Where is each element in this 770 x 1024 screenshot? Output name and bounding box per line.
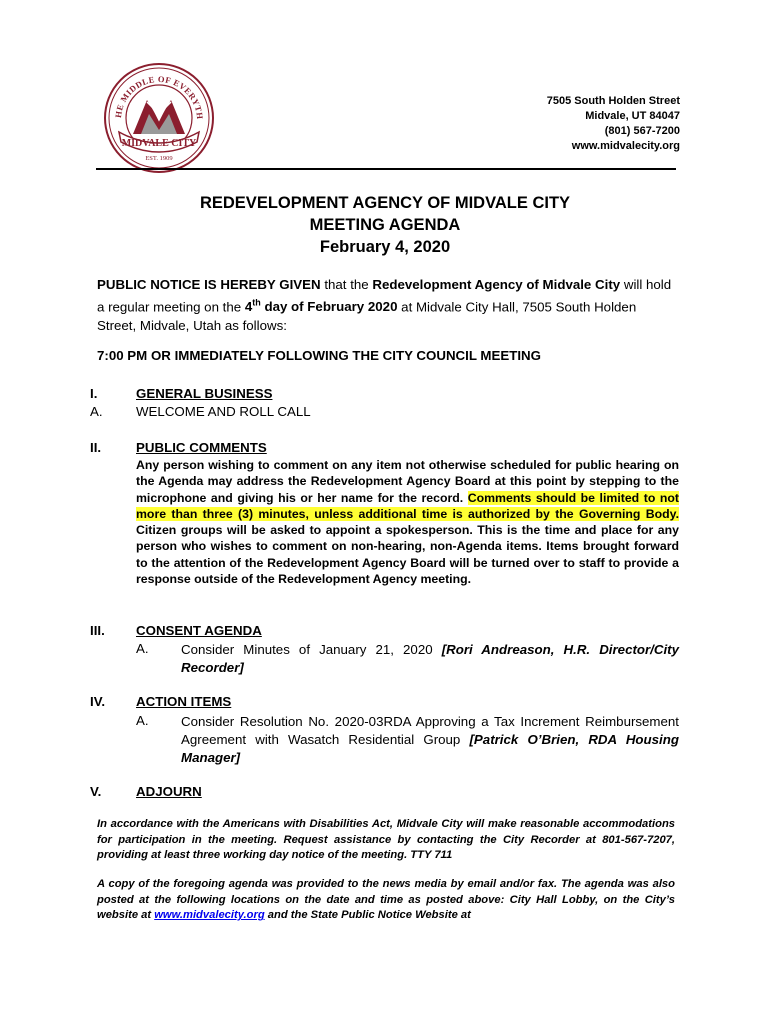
ada-notice: In accordance with the Americans with Disabilities Act, Midvale City will make reasonable accommodations for participation in the meeting. Request assistance by contacting the City Recorder at 801-567-7207, providing at least three working day notice of the meeting. TTY 711 xyxy=(97,818,675,861)
city-address xyxy=(547,94,680,154)
section-3-item xyxy=(181,641,679,677)
section-3-item-letter: A. xyxy=(136,641,149,656)
section-4-title: ACTION ITEMS xyxy=(136,694,232,709)
section-4-item-presenter: [Patrick O’Brien, RDA Housing Manager] xyxy=(181,732,679,765)
section-1-number: I. xyxy=(90,386,98,401)
section-4-item xyxy=(181,713,679,767)
address-web: www.midvalecity.org xyxy=(571,140,680,152)
comments-part-1: Any person wishing to comment on any item not otherwise scheduled for public hearing on the Agenda may address the Redevelopment Agency Board at this point by stepping to the microphone and giving his or her name for the record. xyxy=(136,458,679,505)
notice-text-1: that the xyxy=(320,277,373,292)
public-comments-text xyxy=(136,457,679,587)
midvale-city-logo xyxy=(103,62,215,174)
section-3-item-text: Consider Minutes of January 21, 2020 xyxy=(181,642,442,657)
notice-text-2: will hold a regular meeting on the xyxy=(97,277,672,315)
header-divider xyxy=(96,168,676,170)
section-3-item-presenter: [Rori Andreason, H.R. Director/City Recorder] xyxy=(181,642,680,675)
logo-arc-text: HE MIDDLE OF EVERYTH xyxy=(112,73,206,120)
notice-agency: Redevelopment Agency of Midvale City xyxy=(372,277,621,292)
title-meeting-agenda: MEETING AGENDA xyxy=(309,216,461,234)
section-1-sub-text: WELCOME AND ROLL CALL xyxy=(136,404,311,419)
posting-text: A copy of the foregoing agenda was provided to the news media by email and/or fax. The agenda was also posted at the following locations on the date and time as posted above: City Hall Lobby, on the City’s website at xyxy=(97,878,675,921)
logo-est-text: EST. 1909 xyxy=(145,155,173,162)
section-4-item-text: Consider Resolution No. 2020-03RDA Approving a Tax Increment Reimbursement Agreement with Wasatch Residential Group xyxy=(181,714,679,747)
section-2-title: PUBLIC COMMENTS xyxy=(136,440,267,455)
meeting-time: 7:00 PM OR IMMEDIATELY FOLLOWING THE CITY COUNCIL MEETING xyxy=(97,348,541,363)
section-3-number: III. xyxy=(90,623,105,638)
public-notice xyxy=(97,275,677,335)
city-website-link[interactable]: www.midvalecity.org xyxy=(154,909,265,921)
logo-band-text: MIDVALE CITY xyxy=(121,138,197,149)
notice-lead: PUBLIC NOTICE IS HEREBY GIVEN xyxy=(97,277,321,292)
title-date: February 4, 2020 xyxy=(319,238,451,256)
posting-notice xyxy=(97,877,675,924)
notice-text-3: at Midvale City Hall, 7505 South Holden Street, Midvale, Utah as follows: xyxy=(97,299,637,334)
section-1-sub-letter: A. xyxy=(90,404,103,419)
comments-part-2: Citizen groups will be asked to appoint a spokesperson. This is the time and place for any person who wishes to comment on non-hearing, non-Agenda items. Items brought forward to the attention of the Redevelopment Agency Board will be turned over to staff to provide a response outside of the Redevelopment Agency meeting. xyxy=(136,523,679,587)
section-3-title: CONSENT AGENDA xyxy=(136,623,262,638)
section-1-title: GENERAL BUSINESS xyxy=(136,386,273,401)
notice-day-num: 4 xyxy=(244,299,253,315)
midvale-seal-icon xyxy=(103,62,215,174)
section-5-number: V. xyxy=(90,784,102,799)
notice-day-rest: day of February 2020 xyxy=(260,299,398,315)
title-agency: REDEVELOPMENT AGENCY OF MIDVALE CITY xyxy=(199,194,571,212)
section-2-number: II. xyxy=(90,440,102,455)
address-street: 7505 South Holden Street xyxy=(546,95,680,107)
agenda-title xyxy=(0,192,770,258)
notice-day-sup: th xyxy=(252,298,261,308)
section-4-number: IV. xyxy=(90,694,106,709)
section-5-title: ADJOURN xyxy=(136,784,202,799)
comments-highlight: Comments should be limited to not more than three (3) minutes, unless additional time is authorized by the Governing Body. xyxy=(136,490,680,521)
address-phone: (801) 567-7200 xyxy=(604,125,680,137)
posting-tail: and the State Public Notice Website at xyxy=(264,909,471,921)
address-city: Midvale, UT 84047 xyxy=(585,110,680,122)
section-4-item-letter: A. xyxy=(136,713,149,728)
